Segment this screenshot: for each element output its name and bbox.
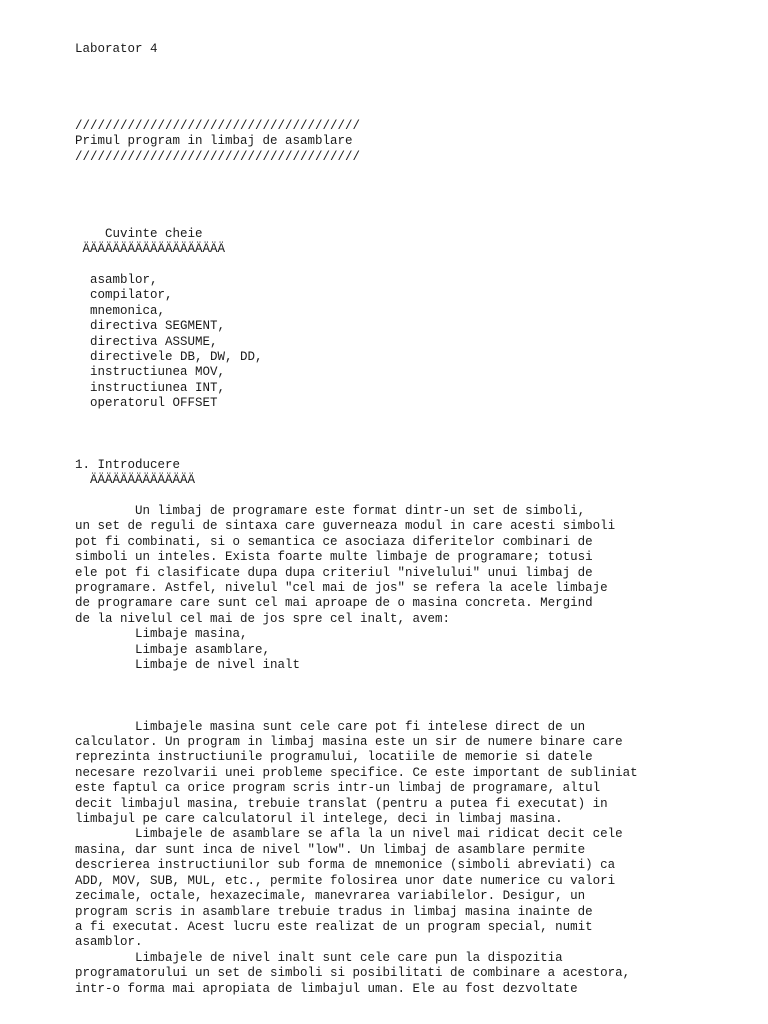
text-line: simboli un inteles. Exista foarte multe limbaje de programare; totusi bbox=[75, 550, 593, 565]
keyword-item: mnemonica, bbox=[75, 303, 166, 318]
banner-rule-top: ////////////////////////////////////// bbox=[75, 118, 361, 133]
document-title: Laborator 4 bbox=[75, 42, 158, 56]
text-line: Limbaje de nivel inalt bbox=[75, 658, 301, 673]
keywords-underline: ÄÄÄÄÄÄÄÄÄÄÄÄÄÄÄÄÄÄÄ bbox=[75, 242, 226, 257]
text-line: de programare care sunt cel mai aproape de o masina concreta. Mergind bbox=[75, 596, 593, 611]
keyword-item: instructiunea MOV, bbox=[75, 365, 226, 380]
keyword-item: asamblor, bbox=[75, 272, 158, 287]
paragraph-1 bbox=[75, 504, 755, 673]
text-line: programatorului un set de simboli si posibilitati de combinare a acestora, bbox=[75, 966, 631, 981]
text-line: decit limbajul masina, trebuie translat (pentru a putea fi executat) in bbox=[75, 796, 608, 811]
text-line: asamblor. bbox=[75, 935, 143, 950]
keyword-item: directiva SEGMENT, bbox=[75, 319, 226, 334]
text-line: masina, dar sunt inca de nivel "low". Un limbaj de asamblare permite bbox=[75, 842, 586, 857]
text-line: a fi executat. Acest lucru este realizat de un program special, numit bbox=[75, 919, 593, 934]
paragraph-2 bbox=[75, 720, 755, 997]
document-page bbox=[75, 42, 755, 997]
text-line: intr-o forma mai apropiata de limbajul uman. Ele au fost dezvoltate bbox=[75, 981, 578, 996]
section-underline: ÄÄÄÄÄÄÄÄÄÄÄÄÄÄ bbox=[75, 473, 196, 488]
text-line: zecimale, octale, hexazecimale, manevrarea variabilelor. Desigur, un bbox=[75, 889, 586, 904]
keyword-item: directivele DB, DW, DD, bbox=[75, 349, 263, 364]
text-line: un set de reguli de sintaxa care guverneaza modul in care acesti simboli bbox=[75, 519, 616, 534]
text-line: de la nivelul cel mai de jos spre cel inalt, avem: bbox=[75, 611, 451, 626]
keyword-item: directiva ASSUME, bbox=[75, 334, 218, 349]
text-line: Limbaje asamblare, bbox=[75, 642, 271, 657]
text-line: calculator. Un program in limbaj masina este un sir de numere binare care bbox=[75, 735, 623, 750]
section-heading: 1. Introducere bbox=[75, 457, 181, 472]
text-line: descrierea instructiunilor sub forma de mnemonice (simboli abreviati) ca bbox=[75, 858, 616, 873]
keywords-heading: Cuvinte cheie bbox=[75, 226, 203, 241]
keyword-item: operatorul OFFSET bbox=[75, 396, 218, 411]
banner-heading: Primul program in limbaj de asamblare bbox=[75, 134, 353, 149]
keyword-item: instructiunea INT, bbox=[75, 380, 226, 395]
text-line: necesare rezolvarii unei probleme specifice. Ce este important de subliniat bbox=[75, 765, 638, 780]
text-line: pot fi combinati, si o semantica ce asociaza diferitelor combinari de bbox=[75, 534, 593, 549]
text-line: ele pot fi clasificate dupa dupa criteriul "nivelului" unui limbaj de bbox=[75, 565, 593, 580]
text-line: Un limbaj de programare este format dintr-un set de simboli, bbox=[75, 503, 586, 518]
text-line: este faptul ca orice program scris intr-un limbaj de programare, altul bbox=[75, 781, 601, 796]
text-line: Limbajele masina sunt cele care pot fi intelese direct de un bbox=[75, 719, 586, 734]
text-line: Limbajele de nivel inalt sunt cele care pun la dispozitia bbox=[75, 950, 563, 965]
text-line: programare. Astfel, nivelul "cel mai de jos" se refera la acele limbaje bbox=[75, 581, 608, 596]
banner-rule-bottom: ////////////////////////////////////// bbox=[75, 149, 361, 164]
text-line: program scris in asamblare trebuie tradus in limbaj masina inainte de bbox=[75, 904, 593, 919]
text-line: Limbajele de asamblare se afla la un nivel mai ridicat decit cele bbox=[75, 827, 623, 842]
keyword-item: compilator, bbox=[75, 288, 173, 303]
keywords-list bbox=[75, 273, 755, 412]
text-line: reprezinta instructiunile programului, locatiile de memorie si datele bbox=[75, 750, 593, 765]
text-line: ADD, MOV, SUB, MUL, etc., permite folosirea unor date numerice cu valori bbox=[75, 873, 616, 888]
text-line: Limbaje masina, bbox=[75, 627, 248, 642]
text-line: limbajul pe care calculatorul il intelege, deci in limbaj masina. bbox=[75, 812, 563, 827]
